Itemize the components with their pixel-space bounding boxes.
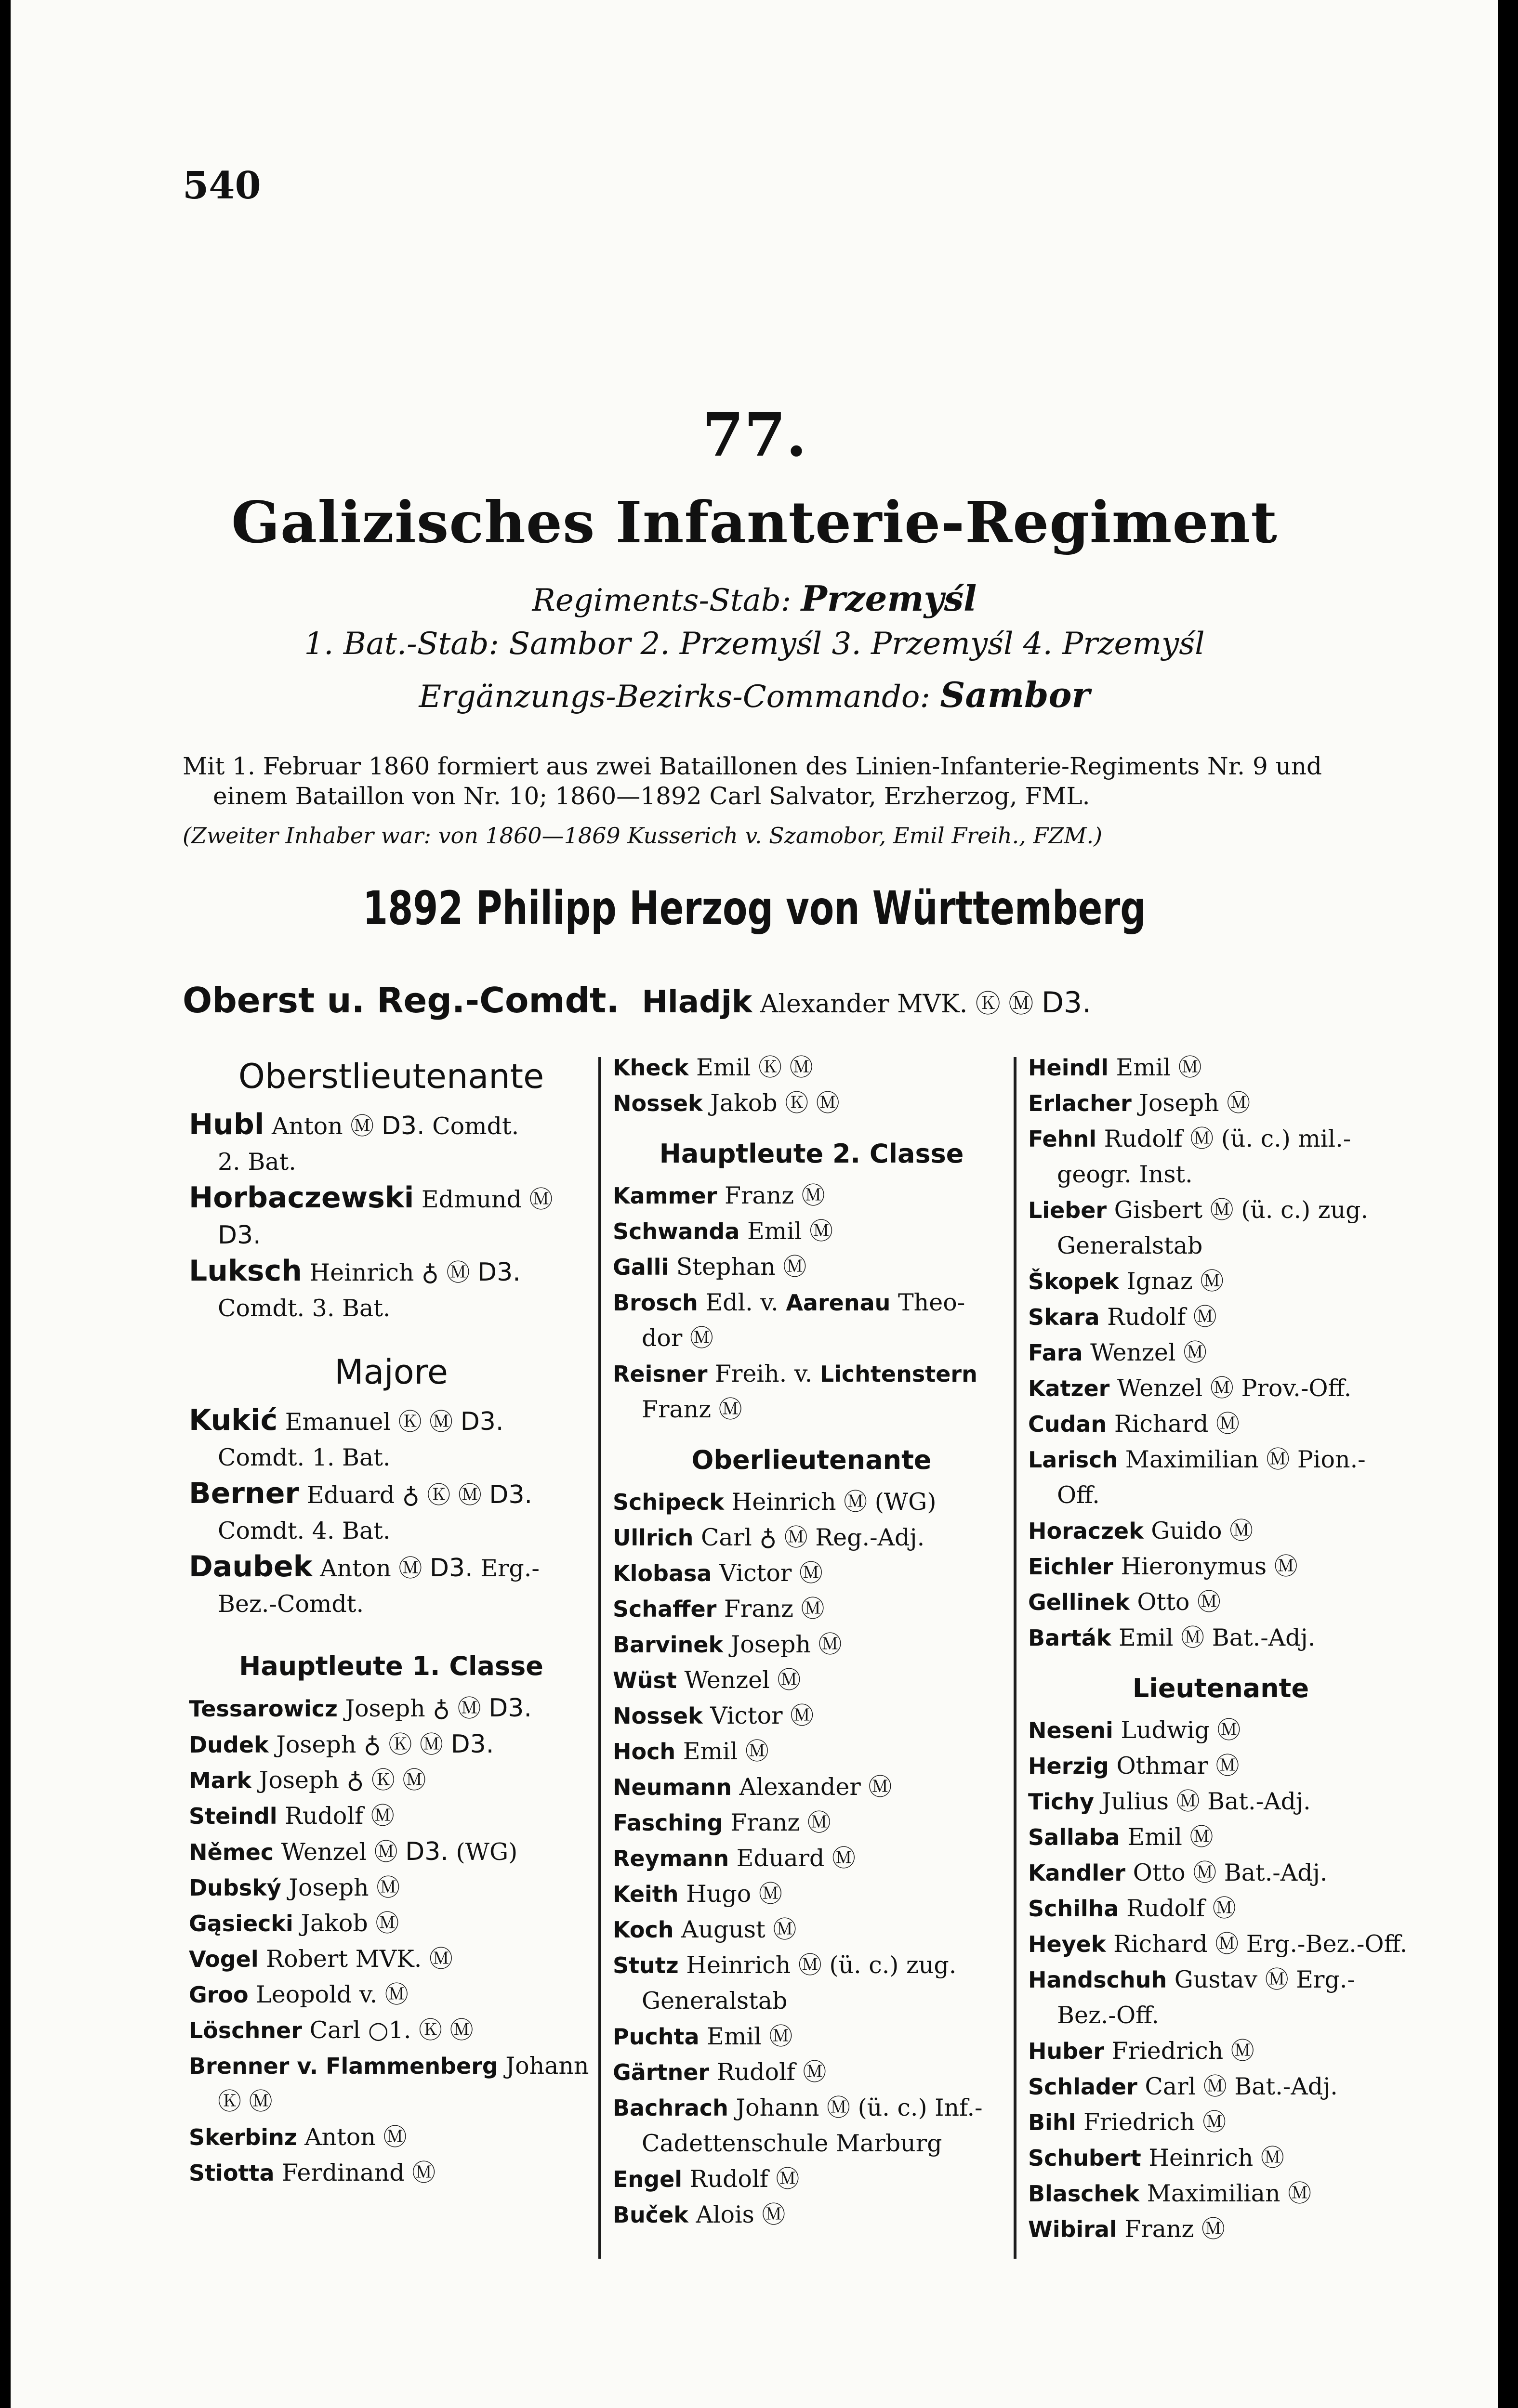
entry-name: Skerbinz <box>189 2124 297 2150</box>
entry-details: Ludwig Ⓜ <box>1121 1716 1241 1744</box>
entry-function: Erg.- <box>480 1555 540 1582</box>
entry-decoration: D3. <box>450 1730 494 1759</box>
entry-details: Gustav Ⓜ Erg.- <box>1174 1966 1355 1993</box>
entry-details: Julius Ⓜ Bat.-Adj. <box>1101 1788 1311 1815</box>
entry-details: Johann Ⓜ (ü. c.) Inf.- <box>736 2094 983 2121</box>
roster-entry <box>189 1727 594 1763</box>
entry-details: Gisbert Ⓜ (ü. c.) zug. <box>1114 1196 1369 1224</box>
entry-details: Johann <box>505 2052 589 2080</box>
entry-name: Erlacher <box>1028 1090 1132 1116</box>
entry-details: Friedrich Ⓜ <box>1083 2108 1227 2136</box>
roster-entry <box>613 2197 1010 2233</box>
entry-details: Anton Ⓜ <box>304 2123 407 2151</box>
entry-details: Emil Ⓜ <box>707 2023 793 2050</box>
entry-name: Gellinek <box>1028 1589 1130 1615</box>
roster-entry <box>1028 2140 1413 2176</box>
entry-name: Dubský <box>189 1875 281 1901</box>
entry-details: Wenzel Ⓜ <box>281 1838 398 1866</box>
battalion-stab-line: 1. Bat.-Stab: Sambor 2. Przemyśl 3. Przemyśl 4. Przemyśl <box>304 626 1205 662</box>
entry-continuation: Bez.-Off. <box>1057 2002 1159 2029</box>
entry-details: Franz Ⓜ <box>730 1809 831 1836</box>
roster-entry <box>613 1948 1010 2019</box>
entry-name: Schilha <box>1028 1896 1119 1922</box>
roster-entry <box>613 1627 1010 1662</box>
roster-entry <box>1028 2176 1413 2212</box>
roster-entry <box>613 1841 1010 1876</box>
entry-details-2: Theo- <box>898 1289 965 1316</box>
commander-name: Hladjk <box>642 984 752 1020</box>
entry-continuation: geogr. Inst. <box>1057 1161 1193 1188</box>
entry-details: Alois Ⓜ <box>696 2201 786 2228</box>
entry-name: Schubert <box>1028 2145 1141 2171</box>
entry-details: Hugo Ⓜ <box>686 1880 782 1908</box>
roster-entry <box>613 1356 1010 1427</box>
entry-details: Wenzel Ⓜ <box>1090 1339 1207 1366</box>
entry-name: Nossek <box>613 1090 703 1116</box>
roster-entry <box>1028 1855 1413 1891</box>
entry-details: Friedrich Ⓜ <box>1111 2037 1254 2065</box>
roster-entry <box>1028 1192 1413 1264</box>
entry-continuation: Off. <box>1057 1481 1100 1509</box>
entry-details: Wenzel Ⓜ <box>684 1666 801 1694</box>
entry-name: Schlader <box>1028 2074 1137 2100</box>
entry-name: Bachrach <box>613 2095 728 2121</box>
roster-entry <box>613 1556 1010 1591</box>
entry-details: Carl Ⓜ Bat.-Adj. <box>1145 2073 1338 2100</box>
entry-name: Hubl <box>189 1108 264 1141</box>
entry-name: Stiotta <box>189 2160 275 2186</box>
entry-name: Wüst <box>613 1667 677 1693</box>
entry-details: Stephan Ⓜ <box>676 1253 807 1281</box>
entry-name: Gärtner <box>613 2059 710 2085</box>
entry-details: August Ⓜ <box>681 1916 797 1943</box>
entry-name: Tessarowicz <box>189 1696 338 1722</box>
entry-name: Schwanda <box>613 1218 740 1244</box>
entry-name: Keith <box>613 1881 679 1907</box>
entry-details: Emil Ⓜ <box>1116 1054 1202 1081</box>
roster-entry <box>189 1690 594 1727</box>
roster-entry <box>613 1769 1010 1805</box>
entry-continuation: Generalstab <box>1057 1232 1203 1259</box>
entry-name: Škopek <box>1028 1269 1119 1295</box>
entry-details: Heinrich Ⓜ (ü. c.) zug. <box>686 1951 957 1979</box>
entry-name: Schaffer <box>613 1596 717 1622</box>
roster-entry <box>1028 1121 1413 1192</box>
entry-name: Tichy <box>1028 1789 1095 1815</box>
entry-name: Dudek <box>189 1732 269 1758</box>
roster-entry <box>189 1549 594 1622</box>
entry-decoration: D3. <box>488 1694 532 1723</box>
entry-name: Barvinek <box>613 1632 724 1658</box>
roster-entry <box>1028 1962 1413 2033</box>
entry-continuation: Ⓚ Ⓜ <box>218 2088 273 2115</box>
roster-entry <box>189 1107 594 1180</box>
entry-details: Rudolf Ⓜ <box>1107 1303 1217 1331</box>
entry-name: Galli <box>613 1254 669 1280</box>
entry-name: Sallaba <box>1028 1824 1120 1850</box>
entry-name: Puchta <box>613 2024 700 2050</box>
entry-continuation: Comdt. 4. Bat. <box>218 1517 391 1544</box>
entry-name: Barták <box>1028 1625 1111 1651</box>
heading-lieutenante: Lieutenante <box>1132 1673 1309 1703</box>
roster-entry <box>613 2055 1010 2090</box>
entry-details: Joseph Ⓜ <box>289 1874 400 1901</box>
entry-details: Jakob Ⓜ <box>301 1910 399 1937</box>
entry-details: Emil Ⓜ <box>683 1738 769 1765</box>
entry-details: Ferdinand Ⓜ <box>282 2159 436 2186</box>
entry-details: Emil Ⓜ <box>747 1217 833 1245</box>
roster-entry <box>189 1798 594 1834</box>
heading-oberlieutenante: Oberlieutenante <box>691 1445 932 1475</box>
entry-name: Stutz <box>613 1952 679 1978</box>
entry-name: Huber <box>1028 2038 1105 2064</box>
roster-entry <box>613 1249 1010 1285</box>
roster-entry <box>189 1870 594 1906</box>
entry-name: Fehnl <box>1028 1126 1097 1152</box>
entry-decoration: D3. <box>381 1112 425 1140</box>
entry-name: Ullrich <box>613 1525 694 1551</box>
entry-name: Brosch <box>613 1290 698 1316</box>
roster-entry <box>189 1253 594 1326</box>
entry-function: Comdt. <box>432 1112 519 1140</box>
entry-continuation: Bez.-Comdt. <box>218 1590 364 1618</box>
roster-column-2 <box>613 1050 1010 2233</box>
entry-details: Eduard ♁ Ⓚ Ⓜ <box>306 1481 482 1509</box>
entry-details: Jakob Ⓚ Ⓜ <box>710 1089 840 1117</box>
entry-name: Horbaczewski <box>189 1181 414 1215</box>
entry-details: Franz Ⓜ <box>725 1182 825 1209</box>
entry-details: Freih. v. <box>714 1360 813 1387</box>
roster-entry <box>613 1285 1010 1356</box>
entry-name: Handschuh <box>1028 1967 1167 1993</box>
entry-name-part: Lichtenstern <box>819 1361 977 1387</box>
roster-entry <box>1028 2033 1413 2069</box>
entry-details: Carl ○1. Ⓚ Ⓜ <box>309 2016 474 2044</box>
roster-entry <box>189 2120 594 2155</box>
entry-name: Berner <box>189 1477 300 1510</box>
entry-details: Richard Ⓜ Erg.-Bez.-Off. <box>1113 1930 1408 1958</box>
regiments-stab-label: Regiments-Stab: <box>532 583 792 618</box>
entry-details: Robert MVK. Ⓜ <box>266 1945 453 1973</box>
entry-details: Joseph ♁ Ⓚ Ⓜ <box>276 1731 443 1758</box>
entry-name: Neseni <box>1028 1717 1113 1743</box>
roster-entry <box>1028 1335 1413 1371</box>
entry-name: Wibiral <box>1028 2216 1117 2242</box>
entry-details: Edl. v. <box>705 1289 779 1316</box>
entry-details: Victor Ⓜ <box>710 1702 814 1729</box>
page-number: 540 <box>183 164 261 208</box>
entry-details: Rudolf Ⓜ <box>689 2165 800 2193</box>
entry-details: Maximilian Ⓜ <box>1147 2180 1312 2207</box>
entry-name: Buček <box>613 2202 688 2228</box>
entry-name: Bihl <box>1028 2109 1076 2135</box>
entry-decoration: D3. <box>489 1480 533 1509</box>
roster-entry <box>189 1180 594 1253</box>
roster-entry <box>1028 1926 1413 1962</box>
entry-details: Leopold v. Ⓜ <box>256 1981 409 2008</box>
roster-entry <box>1028 1584 1413 1620</box>
entry-details: Heinrich Ⓜ <box>1148 2144 1284 2172</box>
ergaenzungs-line <box>11 674 1498 715</box>
entry-name: Blaschek <box>1028 2181 1140 2207</box>
roster-entry <box>189 1476 594 1549</box>
roster-entry <box>613 2090 1010 2161</box>
entry-name: Löschner <box>189 2017 302 2043</box>
entry-name: Cudan <box>1028 1411 1107 1437</box>
entry-name: Reymann <box>613 1845 729 1871</box>
roster-entry <box>1028 1513 1413 1549</box>
entry-decoration: D3. <box>460 1407 504 1436</box>
entry-details: Wenzel Ⓜ Prov.-Off. <box>1117 1374 1352 1402</box>
entry-name: Nossek <box>613 1703 703 1729</box>
entry-details: Joseph ♁ Ⓜ <box>345 1695 481 1722</box>
entry-name: Kammer <box>613 1183 717 1209</box>
entry-details: Hieronymus Ⓜ <box>1121 1553 1298 1580</box>
heading-hauptleute-1: Hauptleute 1. Classe <box>239 1651 543 1681</box>
roster-entry <box>189 2155 594 2191</box>
entry-name: Heindl <box>1028 1055 1109 1081</box>
entry-function: (WG) <box>456 1838 518 1866</box>
commander-details: Alexander MVK. Ⓚ Ⓜ <box>760 990 1034 1019</box>
entry-decoration: D3. <box>405 1837 449 1866</box>
commander-label: Oberst u. Reg.-Comdt. <box>183 980 620 1021</box>
entry-details: Richard Ⓜ <box>1114 1410 1240 1438</box>
roster-entry <box>189 1834 594 1870</box>
roster-entry <box>1028 1819 1413 1855</box>
heading-oberstlieutenante: Oberstlieutenante <box>238 1057 544 1096</box>
roster-entry <box>613 1484 1010 1520</box>
roster-entry <box>613 2161 1010 2197</box>
entry-continuation: Generalstab <box>642 1987 788 2015</box>
roster-entry <box>613 1698 1010 1734</box>
roster-column-3 <box>1028 1050 1413 2247</box>
roster-entry <box>613 1805 1010 1841</box>
entry-details: Franz Ⓜ <box>724 1595 825 1623</box>
entry-details: Edmund Ⓜ <box>421 1186 553 1213</box>
roster-entry <box>1028 1442 1413 1513</box>
entry-details: Rudolf Ⓜ <box>285 1802 395 1830</box>
roster-entry <box>1028 1371 1413 1406</box>
entry-name: Kukić <box>189 1403 278 1437</box>
entry-details: Emil Ⓜ Bat.-Adj. <box>1119 1624 1316 1651</box>
entry-continuation: Comdt. 1. Bat. <box>218 1444 391 1471</box>
ergaenzungs-location: Sambor <box>940 674 1090 715</box>
roster-entry <box>1028 1620 1413 1656</box>
roster-entry <box>613 1520 1010 1556</box>
entry-details: Heinrich Ⓜ (WG) <box>731 1488 937 1516</box>
roster-entry <box>189 1763 594 1798</box>
entry-name: Larisch <box>1028 1447 1118 1473</box>
roster-entry <box>189 2013 594 2048</box>
commander-decoration: D3. <box>1041 986 1092 1020</box>
entry-details: Emil Ⓚ Ⓜ <box>696 1054 813 1081</box>
entry-name: Groo <box>189 1982 249 2008</box>
ergaenzungs-label: Ergänzungs-Bezirks-Commando: <box>419 679 930 715</box>
entry-decoration: D3. <box>477 1258 521 1287</box>
entry-name: Schipeck <box>613 1489 724 1515</box>
column-divider-2 <box>1014 1057 1016 2259</box>
entry-details: Rudolf Ⓜ <box>1126 1895 1236 1922</box>
entry-name: Fasching <box>613 1810 723 1836</box>
roster-entry <box>1028 1891 1413 1926</box>
entry-details: Emanuel Ⓚ Ⓜ <box>285 1408 453 1436</box>
formation-line-1: Mit 1. Februar 1860 formiert aus zwei Bataillonen des Linien-Infanterie-Regiments Nr. 9 und <box>183 752 1322 780</box>
entry-name: Luksch <box>189 1254 302 1288</box>
entry-continuation: Franz Ⓜ <box>642 1396 742 1423</box>
entry-continuation: Comdt. 3. Bat. <box>218 1295 391 1322</box>
roster-column-1 <box>189 1050 594 2191</box>
regiment-commander <box>183 980 1478 1021</box>
roster-entry <box>613 1050 1010 1086</box>
entry-details: Rudolf Ⓜ (ü. c.) mil.- <box>1104 1125 1351 1152</box>
entry-details: Franz Ⓜ <box>1124 2215 1225 2243</box>
regiment-title: Galizisches Infanterie-Regiment <box>231 489 1278 556</box>
regiment-inhaber: 1892 Philipp Herzog von Württemberg <box>363 881 1146 935</box>
document-page <box>11 0 1498 2408</box>
entry-name: Kandler <box>1028 1860 1126 1886</box>
roster-entry <box>189 1977 594 2013</box>
roster-entry <box>613 1591 1010 1627</box>
entry-details: Alexander Ⓜ <box>739 1773 892 1801</box>
roster-entry <box>613 1214 1010 1249</box>
entry-name: Horaczek <box>1028 1518 1144 1544</box>
entry-details: Victor Ⓜ <box>719 1559 823 1587</box>
entry-name: Daubek <box>189 1550 313 1584</box>
entry-details: Anton Ⓜ <box>320 1555 422 1582</box>
roster-entry <box>613 1086 1010 1121</box>
entry-name: Němec <box>189 1839 274 1865</box>
formation-text <box>183 751 1478 811</box>
entry-name: Eichler <box>1028 1554 1113 1580</box>
entry-details: Joseph Ⓜ <box>1139 1089 1251 1117</box>
roster-entry <box>1028 1748 1413 1784</box>
entry-details: Rudolf Ⓜ <box>716 2058 827 2086</box>
entry-name: Heyek <box>1028 1931 1106 1957</box>
entry-name: Lieber <box>1028 1197 1107 1223</box>
roster-entry <box>613 1662 1010 1698</box>
entry-decoration: D3. <box>430 1554 473 1583</box>
roster-entry <box>613 1178 1010 1214</box>
entry-name: Mark <box>189 1767 252 1793</box>
roster-entry <box>1028 1713 1413 1748</box>
entry-details: Joseph ♁ Ⓚ Ⓜ <box>259 1767 426 1794</box>
entry-details: Anton Ⓜ <box>272 1112 374 1140</box>
entry-name: Neumann <box>613 1774 732 1800</box>
entry-name: Skara <box>1028 1304 1100 1330</box>
roster-entry <box>1028 2069 1413 2105</box>
formation-line-2: einem Bataillon von Nr. 10; 1860—1892 Carl Salvator, Erzherzog, FML. <box>213 782 1090 810</box>
roster-entry <box>189 1941 594 1977</box>
entry-decoration: D3. <box>218 1221 261 1250</box>
entry-name: Vogel <box>189 1946 259 1972</box>
entry-continuation: 2. Bat. <box>218 1148 296 1176</box>
entry-name: Herzig <box>1028 1753 1109 1779</box>
entry-name: Engel <box>613 2166 683 2192</box>
entry-details: Heinrich ♁ Ⓜ <box>309 1259 470 1286</box>
entry-name: Klobasa <box>613 1560 712 1586</box>
regiments-stab-line <box>11 578 1498 619</box>
entry-details: Otto Ⓜ Bat.-Adj. <box>1133 1859 1328 1886</box>
entry-details: Emil Ⓜ <box>1127 1823 1214 1851</box>
entry-details: Ignaz Ⓜ <box>1126 1268 1224 1295</box>
roster-entry <box>189 1906 594 1941</box>
entry-name: Kheck <box>613 1055 689 1081</box>
roster-entry <box>1028 1050 1413 1086</box>
roster-entry <box>613 2019 1010 2055</box>
entry-details: Maximilian Ⓜ Pion.- <box>1125 1446 1366 1473</box>
roster-entry <box>1028 1264 1413 1299</box>
entry-name-part: Aarenau <box>786 1290 891 1316</box>
entry-name: Hoch <box>613 1739 676 1765</box>
entry-details: Otto Ⓜ <box>1137 1588 1221 1616</box>
roster-entry <box>613 1734 1010 1769</box>
regiment-number: 77. <box>702 400 807 470</box>
entry-name: Steindl <box>189 1803 277 1829</box>
entry-name: Fara <box>1028 1340 1083 1366</box>
roster-entry <box>1028 2105 1413 2140</box>
entry-continuation: dor Ⓜ <box>642 1324 713 1352</box>
entry-name: Katzer <box>1028 1375 1110 1401</box>
roster-entry <box>189 1402 594 1476</box>
roster-entry <box>1028 1784 1413 1819</box>
heading-majore: Majore <box>334 1352 448 1392</box>
entry-details: Eduard Ⓜ <box>736 1845 856 1872</box>
entry-name: Koch <box>613 1917 674 1943</box>
roster-entry <box>613 1912 1010 1948</box>
entry-name: Gąsiecki <box>189 1911 293 1937</box>
roster-entry <box>1028 1549 1413 1584</box>
entry-continuation: Cadettenschule Marburg <box>642 2130 942 2157</box>
entry-details: Guido Ⓜ <box>1151 1517 1254 1544</box>
column-divider-1 <box>598 1057 601 2259</box>
regiments-stab-location: Przemyśl <box>801 578 977 619</box>
entry-name: Reisner <box>613 1361 708 1387</box>
entry-details: Carl ♁ Ⓜ Reg.-Adj. <box>700 1524 925 1551</box>
roster-entry <box>1028 1406 1413 1442</box>
entry-name: Brenner v. Flammenberg <box>189 2053 498 2079</box>
roster-entry <box>613 1876 1010 1912</box>
heading-hauptleute-2: Hauptleute 2. Classe <box>659 1139 964 1169</box>
roster-entry <box>1028 2212 1413 2247</box>
second-owner-note: (Zweiter Inhaber war: von 1860—1869 Kusserich v. Szamobor, Emil Freih., FZM.) <box>183 823 1103 849</box>
roster-entry <box>189 2048 594 2120</box>
roster-entry <box>1028 1086 1413 1121</box>
entry-details: Othmar Ⓜ <box>1116 1752 1240 1780</box>
entry-details: Joseph Ⓜ <box>730 1631 842 1658</box>
roster-entry <box>1028 1299 1413 1335</box>
